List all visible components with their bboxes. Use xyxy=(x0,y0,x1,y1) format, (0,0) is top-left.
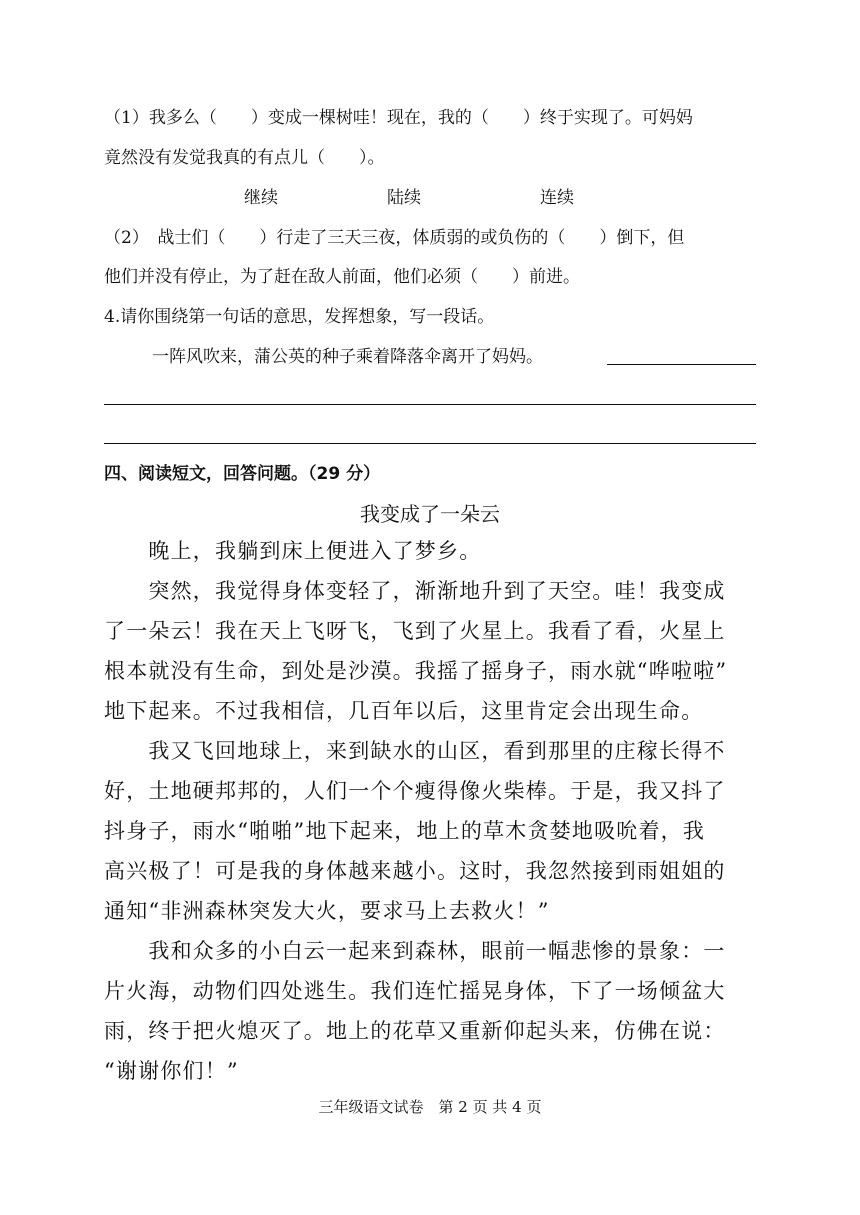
q1-line-2: 竟然没有发觉我真的有点儿（ ）。 xyxy=(104,148,385,168)
word-bank-item: 连续 xyxy=(540,188,574,208)
story-title: 我变成了一朵云 xyxy=(360,502,500,526)
q2-line-1: （2） 战士们（ ）行走了三天三夜，体质弱的或负伤的（ ）倒下，但 xyxy=(104,228,685,248)
story-line: 通知“非洲森林突发大火，要求马上去救火！” xyxy=(104,899,550,923)
section-heading: 四、阅读短文，回答问题。（29 分） xyxy=(104,464,381,484)
story-line: 好，土地硬邦邦的，人们一个个瘦得像火柴棒。于是，我又抖了 xyxy=(104,779,726,803)
story-line: 雨，终于把火熄灭了。地上的花草又重新仰起头来，仿佛在说： xyxy=(104,1019,726,1043)
q1-line-1: （1）我多么（ ）变成一棵树哇！现在，我的（ ）终于实现了。可妈妈 xyxy=(104,108,693,128)
story-line: 根本就没有生命，到处是沙漠。我摇了摇身子，雨水就“哗啦啦” xyxy=(104,659,728,683)
story-line: 我又飞回地球上，来到缺水的山区，看到那里的庄稼长得不 xyxy=(104,739,726,763)
word-bank-item: 陆续 xyxy=(387,188,421,208)
story-line: 地下起来。不过我相信，几百年以后，这里肯定会出现生命。 xyxy=(104,699,704,723)
answer-line xyxy=(104,443,756,444)
exercise-4-first-sentence: 一阵风吹来，蒲公英的种子乘着降落伞离开了妈妈。 xyxy=(152,347,543,367)
story-line: 了一朵云！我在天上飞呀飞，飞到了火星上。我看了看，火星上 xyxy=(104,619,726,643)
story-line: 片火海，动物们四处逃生。我们连忙摇晃身体，下了一场倾盆大 xyxy=(104,979,726,1003)
story-line: 突然，我觉得身体变轻了，渐渐地升到了天空。哇！我变成 xyxy=(104,579,726,603)
story-line: 高兴极了！可是我的身体越来越小。这时，我忽然接到雨姐姐的 xyxy=(104,859,726,883)
q2-line-2: 他们并没有停止，为了赶在敌人前面，他们必须（ ）前进。 xyxy=(104,267,580,287)
story-line: 我和众多的小白云一起来到森林，眼前一幅悲惨的景象：一 xyxy=(104,939,726,963)
story-line: 抖身子，雨水“啪啪”地下起来，地上的草木贪婪地吸吮着，我 xyxy=(104,819,706,843)
story-line: “谢谢你们！” xyxy=(104,1059,239,1083)
answer-line-short xyxy=(607,364,756,365)
exercise-4-prompt: 4.请你围绕第一句话的意思，发挥想象，写一段话。 xyxy=(104,307,495,327)
story-line: 晚上，我躺到床上便进入了梦乡。 xyxy=(104,539,482,563)
answer-line xyxy=(104,404,756,405)
word-bank-item: 继续 xyxy=(244,188,278,208)
page-footer: 三年级语文试卷 第 2 页 共 4 页 xyxy=(318,1098,542,1116)
